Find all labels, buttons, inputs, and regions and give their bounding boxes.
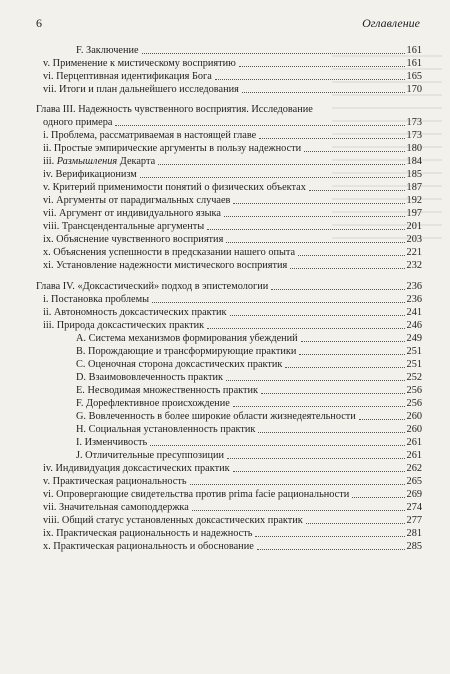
toc-entry: [36, 345, 422, 358]
toc-entry-title: [43, 155, 155, 168]
dot-leader: [152, 302, 404, 303]
toc-entry-page: 269: [406, 489, 422, 500]
page-number: 6: [36, 16, 42, 30]
toc-entry-title: ix. Практическая рациональность и надежность: [43, 528, 253, 539]
toc-entry-page: 173: [406, 130, 422, 141]
running-title: Оглавление: [362, 16, 420, 30]
toc-entry-title: iii. Природа доксастических практик: [43, 320, 205, 331]
toc-entry-title: B. Порождающие и трансформирующие практики: [76, 346, 297, 357]
toc-entry-page: 161: [406, 45, 422, 56]
toc-entry: [36, 129, 422, 142]
toc-entry-title: v. Практическая рациональность: [43, 476, 187, 487]
dot-leader: [207, 328, 404, 329]
toc-entry-title: iv. Индивидуация доксастических практик: [43, 463, 230, 474]
toc-entry-page: 246: [406, 320, 422, 331]
toc-entry: [36, 44, 422, 57]
toc-entry-page: 197: [406, 208, 422, 219]
toc-entry-title-suffix: Декарта: [117, 156, 156, 167]
dot-leader: [150, 445, 404, 446]
toc-entry: [36, 319, 422, 332]
toc-entry-title: vi. Аргументы от парадигмальных случаев: [43, 195, 231, 206]
toc-entry-title: ii. Простые эмпирические аргументы в пользу надежности: [43, 143, 302, 154]
toc-entry-page: 261: [406, 450, 422, 461]
toc-entry-page: 274: [406, 502, 422, 513]
toc-entry: [36, 371, 422, 384]
toc-entry-title: A. Система механизмов формирования убеждений: [76, 333, 298, 344]
toc-entry-title: H. Социальная установленность практик: [76, 424, 256, 435]
toc-entry-page: 170: [406, 84, 422, 95]
toc-entry-page: 221: [406, 247, 422, 258]
toc-entry: [36, 384, 422, 397]
toc-entry: [36, 142, 422, 155]
toc-entry-title-prefix: iii.: [43, 156, 57, 167]
toc-entry-page: 236: [406, 294, 422, 305]
dot-leader: [304, 151, 404, 152]
dot-leader: [271, 289, 404, 290]
toc-entry-page: 281: [406, 528, 422, 539]
toc-entry-page: 165: [406, 71, 422, 82]
toc-entry-title: viii. Общий статус установленных доксастических практик: [43, 515, 303, 526]
toc-entry: [36, 57, 422, 70]
toc-entry: [36, 475, 422, 488]
toc-entry-page: 185: [406, 169, 422, 180]
toc-entry: [36, 293, 422, 306]
dot-leader: [215, 79, 405, 80]
toc-entry-page: 261: [406, 437, 422, 448]
toc-entry-title: v. Применение к мистическому восприятию: [43, 58, 236, 69]
dot-leader: [290, 268, 404, 269]
toc-entry-page: 187: [406, 182, 422, 193]
running-head: [36, 16, 420, 34]
toc-entry-title: v. Критерий применимости понятий о физических объектах: [43, 182, 306, 193]
dot-leader: [142, 53, 405, 54]
dot-leader: [309, 190, 405, 191]
toc-entry-title: i. Постановка проблемы: [43, 294, 150, 305]
toc-entry: [36, 423, 422, 436]
toc-entry-title: E. Несводимая множественность практик: [76, 385, 259, 396]
chapter-4-title: Глава IV. «Доксастический» подход в эпистемологии: [36, 281, 269, 292]
dot-leader: [306, 523, 405, 524]
toc-entry: [36, 207, 422, 220]
toc-entry: [36, 155, 422, 168]
dot-leader: [226, 242, 404, 243]
toc-entry: [36, 70, 422, 83]
toc-entry: [36, 194, 422, 207]
toc-entry: [36, 332, 422, 345]
chapter-4-page: 236: [406, 281, 422, 292]
toc-entry: [36, 514, 422, 527]
toc-entry-title: C. Оценочная сторона доксастических практик: [76, 359, 283, 370]
toc-entry-page: 249: [406, 333, 422, 344]
toc-entry-page: 180: [406, 143, 422, 154]
toc-entry-title: viii. Трансцендентальные аргументы: [43, 221, 205, 232]
toc-entry: [36, 488, 422, 501]
toc-entry-page: 251: [406, 359, 422, 370]
toc-entry-title: iv. Верификационизм: [43, 169, 137, 180]
chapter-4-heading: [36, 279, 422, 293]
dot-leader: [115, 125, 404, 126]
toc-entry-page: 232: [406, 260, 422, 271]
dot-leader: [140, 177, 405, 178]
dot-leader: [230, 315, 405, 316]
table-of-contents: [36, 44, 422, 553]
toc-entry: [36, 259, 422, 272]
dot-leader: [298, 255, 404, 256]
toc-entry: [36, 306, 422, 319]
toc-entry: [36, 436, 422, 449]
toc-entry-page: 251: [406, 346, 422, 357]
toc-entry-title: vii. Аргумент от индивидуального языка: [43, 208, 221, 219]
toc-entry-title: vi. Перцептивная идентификация Бога: [43, 71, 212, 82]
toc-entry: [36, 501, 422, 514]
toc-entry-title: G. Вовлеченность в более широкие области жизнедеятельности: [76, 411, 356, 422]
dot-leader: [233, 203, 404, 204]
toc-entry-page: 161: [406, 58, 422, 69]
dot-leader: [299, 354, 404, 355]
toc-entry: [36, 83, 422, 96]
toc-entry-title: ix. Объяснение чувственного восприятия: [43, 234, 224, 245]
dot-leader: [261, 393, 405, 394]
toc-entry: [36, 462, 422, 475]
toc-entry-page: 285: [406, 541, 422, 552]
dot-leader: [255, 536, 404, 537]
toc-entry: [36, 449, 422, 462]
dot-leader: [224, 216, 405, 217]
toc-entry: [36, 410, 422, 423]
dot-leader: [226, 380, 405, 381]
dot-leader: [352, 497, 404, 498]
toc-entry-page: 252: [406, 372, 422, 383]
toc-entry-page: 203: [406, 234, 422, 245]
toc-entry: [36, 168, 422, 181]
dot-leader: [227, 458, 405, 459]
toc-entry: [36, 181, 422, 194]
toc-entry: [36, 540, 422, 553]
dot-leader: [242, 92, 405, 93]
toc-entry-page: 241: [406, 307, 422, 318]
toc-entry-page: 265: [406, 476, 422, 487]
toc-entry-page: 256: [406, 398, 422, 409]
toc-entry-title: I. Изменчивость: [76, 437, 148, 448]
toc-entry-page: 256: [406, 385, 422, 396]
toc-entry-page: 260: [406, 424, 422, 435]
chapter-3-page: 173: [406, 117, 422, 128]
dot-leader: [192, 510, 405, 511]
toc-entry: [36, 358, 422, 371]
chapter-3-heading: [36, 102, 422, 129]
toc-entry: [36, 397, 422, 410]
dot-leader: [190, 484, 405, 485]
toc-entry-title: x. Объяснения успешности в предсказании нашего опыта: [43, 247, 296, 258]
toc-entry-page: 277: [406, 515, 422, 526]
dot-leader: [257, 549, 405, 550]
chapter-3-entries: [36, 129, 422, 272]
toc-entry-title: vii. Значительная самоподдержка: [43, 502, 189, 513]
toc-entry-title: J. Отличительные пресуппозиции: [76, 450, 224, 461]
toc-entry-title: D. Взаимововлеченность практик: [76, 372, 224, 383]
chapter-4-entries: [36, 293, 422, 553]
dot-leader: [258, 432, 404, 433]
chapter-3-title-line2: одного примера: [43, 117, 113, 128]
dot-leader: [239, 66, 405, 67]
toc-entry-title: i. Проблема, рассматриваемая в настоящей главе: [43, 130, 257, 141]
toc-entry-title: vi. Опровергающие свидетельства против prima facie рациональности: [43, 489, 350, 500]
toc-entry-title-italic: Размышления: [56, 156, 118, 167]
dot-leader: [158, 164, 404, 165]
toc-entry: [36, 527, 422, 540]
chapter-3-title-line1: Глава III. Надежность чувственного восприятия. Исследование: [36, 104, 313, 115]
toc-entry-page: 260: [406, 411, 422, 422]
toc-entry: [36, 233, 422, 246]
dot-leader: [359, 419, 405, 420]
toc-entry-title: ii. Автономность доксастических практик: [43, 307, 227, 318]
toc-entry-title: vii. Итоги и план дальнейшего исследования: [43, 84, 239, 95]
toc-entry-title: F. Дорефлективное происхождение: [76, 398, 230, 409]
toc-entry-title: x. Практическая рациональность и обоснование: [43, 541, 254, 552]
dot-leader: [285, 367, 404, 368]
toc-entry: [36, 246, 422, 259]
dot-leader: [233, 471, 405, 472]
dot-leader: [207, 229, 404, 230]
toc-entry-page: 192: [406, 195, 422, 206]
toc-section-top: [36, 44, 422, 96]
dot-leader: [233, 406, 405, 407]
toc-entry-page: 184: [406, 156, 422, 167]
toc-entry-page: 262: [406, 463, 422, 474]
dot-leader: [259, 138, 404, 139]
toc-entry-title: xi. Установление надежности мистического восприятия: [43, 260, 288, 271]
toc-entry-page: 201: [406, 221, 422, 232]
dot-leader: [301, 341, 405, 342]
toc-entry-title: F. Заключение: [76, 45, 139, 56]
toc-entry: [36, 220, 422, 233]
